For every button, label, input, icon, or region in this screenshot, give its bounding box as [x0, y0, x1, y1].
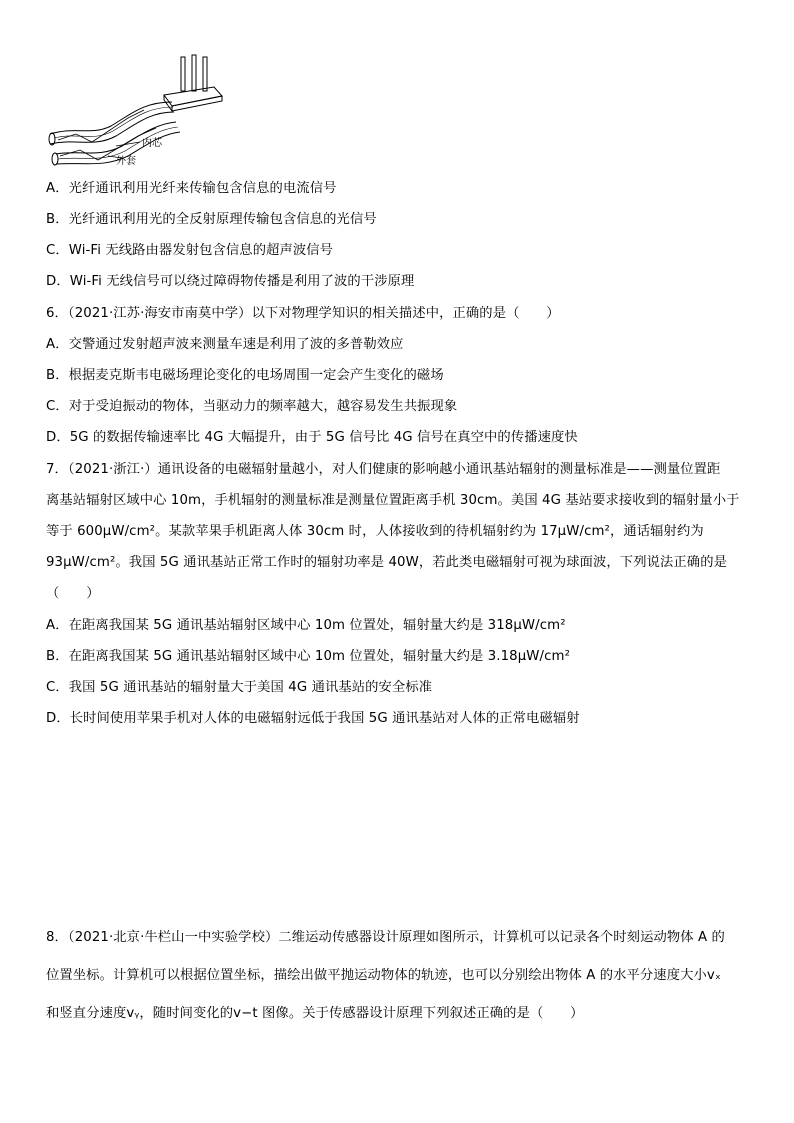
router-icon [164, 55, 222, 111]
q7-stem-line: 离基站辐射区域中心 10m，手机辐射的测量标准是测量位置距离手机 30cm。美国 4G 基站要求接收到的辐射量小于 [46, 493, 740, 508]
fiber-router-figure [46, 50, 236, 170]
optical-fiber-icon [49, 102, 180, 165]
q7-option-a: A．在距离我国某 5G 通讯基站辐射区域中心 10m 位置处，辐射量大约是 318μW/cm² [46, 618, 566, 633]
q7-stem-line: 等于 600μW/cm²。某款苹果手机距离人体 30cm 时，人体接收到的待机辐射约为 17μW/cm²，通话辐射约为 [46, 524, 704, 539]
q5-option-d: D．Wi-Fi 无线信号可以绕过障碍物传播是利用了波的干涉原理 [46, 274, 415, 289]
q5-option-c: C．Wi-Fi 无线路由器发射包含信息的超声波信号 [46, 243, 334, 258]
q6-option-a: A．交警通过发射超声波来测量车速是利用了波的多普勒效应 [46, 337, 404, 352]
core-label: 内芯 [142, 138, 162, 149]
q8-stem-line: 和竖直分速度vᵧ，随时间变化的v−t 图像。关于传感器设计原理下列叙述正确的是（ ） [46, 1006, 584, 1021]
q7-option-c: C．我国 5G 通讯基站的辐射量大于美国 4G 通讯基站的安全标准 [46, 680, 433, 695]
q7-option-b: B．在距离我国某 5G 通讯基站辐射区域中心 10m 位置处，辐射量大约是 3.18μW/cm² [46, 649, 570, 664]
q6-option-d: D．5G 的数据传输速率比 4G 大幅提升，由于 5G 信号比 4G 信号在真空中的传播速度快 [46, 430, 578, 445]
q5-option-b: B．光纤通讯利用光的全反射原理传输包含信息的光信号 [46, 212, 377, 227]
q7-option-d: D．长时间使用苹果手机对人体的电磁辐射远低于我国 5G 通讯基站对人体的正常电磁辐射 [46, 711, 580, 726]
q5-option-a: A．光纤通讯利用光纤来传输包含信息的电流信号 [46, 181, 337, 196]
q6-stem: 6．（2021·江苏·海安市南莫中学）以下对物理学知识的相关描述中，正确的是（ ） [46, 306, 560, 321]
q8-stem-line: 位置坐标。计算机可以根据位置坐标，描绘出做平抛运动物体的轨迹，也可以分别绘出物体 A 的水平分速度大小vₓ [46, 968, 721, 983]
q8-stem-line: 8．（2021·北京·牛栏山一中实验学校）二维运动传感器设计原理如图所示，计算机可以记录各个时刻运动物体 A 的 [46, 930, 725, 945]
q6-option-c: C．对于受迫振动的物体，当驱动力的频率越大，越容易发生共振现象 [46, 399, 458, 414]
q7-stem-line: 93μW/cm²。我国 5G 通讯基站正常工作时的辐射功率是 40W，若此类电磁辐射可视为球面波，下列说法正确的是 [46, 555, 727, 570]
q6-option-b: B．根据麦克斯韦电磁场理论变化的电场周围一定会产生变化的磁场 [46, 368, 444, 383]
q7-stem-line: 7．（2021·浙江·）通讯设备的电磁辐射量越小，对人们健康的影响越小通讯基站辐射的测量标准是——测量位置距 [46, 462, 721, 477]
cladding-label: 外套 [116, 156, 136, 167]
q7-stem-line: （ ） [46, 586, 100, 601]
